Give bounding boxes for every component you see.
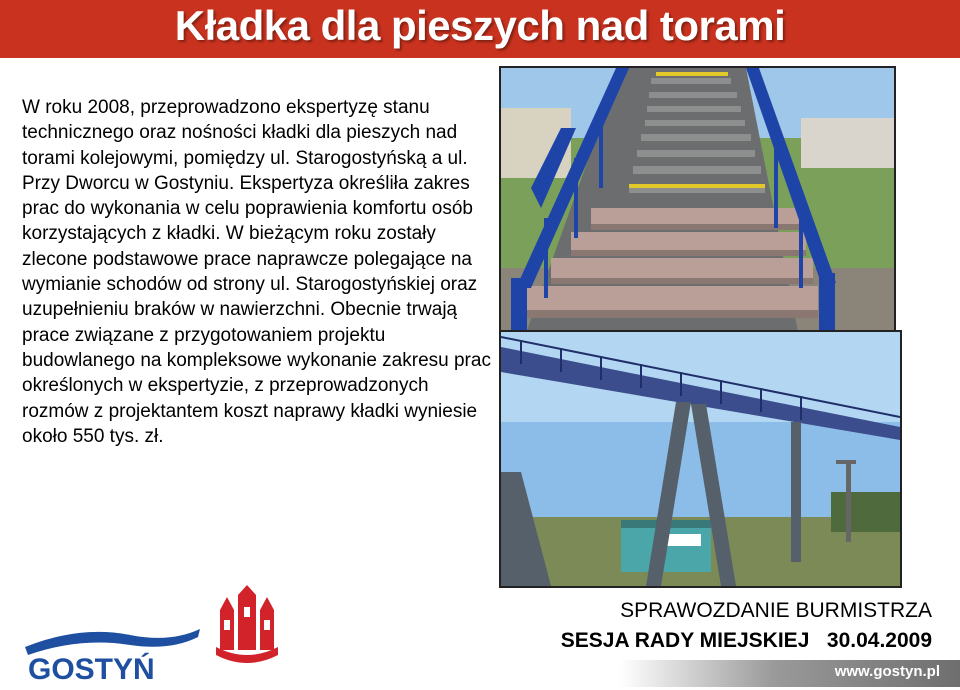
body-paragraph: W roku 2008, przeprowadzono ekspertyzę stanu technicznego oraz nośności kładki dla pieszych nad torami kolejowymi, pomiędzy ul. Starogostyńską a ul. Przy Dworcu w Gostyniu. Ekspertyza określiła zakres prac do wykonania w celu poprawienia komfortu osób korzystających z kładki. W bieżącym roku zostały zlecone podstawowe prace naprawcze polegające na wymianie schodów od strony ul. Starogostyńskiej oraz uzupełnieniu braków w nawierzchni. Obecnie trwają prace związane z przygotowaniem projektu budowlanego na kompleksowe wykonanie zakresu prac określonych w ekspertyzie, z przeprowadzonych rozmów z projektantem koszt naprawy kładki wyniesie około 550 tys. zł. [22, 97, 491, 447]
footbridge-photo [499, 330, 902, 588]
website-link[interactable]: www.gostyn.pl [834, 663, 940, 680]
logo-wordmark: GOSTYŃ [28, 653, 155, 685]
report-title: SPRAWOZDANIE BURMISTRZA [620, 599, 932, 622]
session-line [498, 629, 932, 653]
page-title [0, 0, 960, 58]
session-name: SESJA RADY MIEJSKIEJ [560, 629, 810, 652]
page-title-text: Kładka dla pieszych nad torami [174, 2, 786, 49]
stairs-photo [499, 66, 896, 349]
session-date: 30.04.2009 [826, 629, 932, 652]
title-bar [0, 0, 960, 58]
gostyn-logo [20, 585, 320, 685]
